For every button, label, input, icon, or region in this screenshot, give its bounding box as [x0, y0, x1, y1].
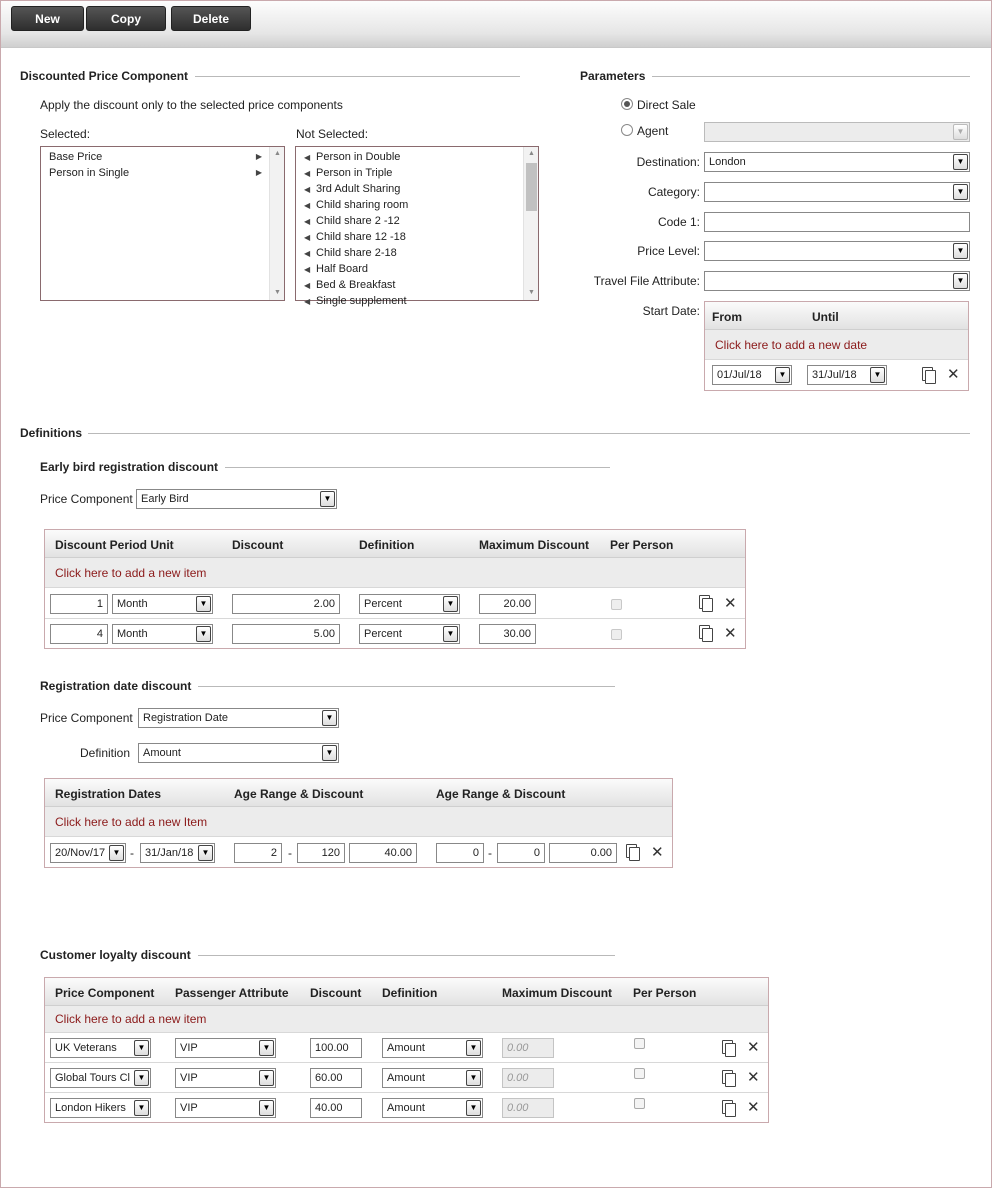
- header-per-person: Per Person: [633, 986, 697, 1000]
- header-definition: Definition: [382, 986, 438, 1000]
- move-left-icon[interactable]: ◀: [304, 201, 311, 210]
- definition-select[interactable]: [382, 1098, 483, 1118]
- list-item-label: Half Board: [316, 263, 368, 275]
- list-item-label: Child share 2-18: [316, 247, 397, 259]
- chevron-down-icon[interactable]: ▼: [953, 184, 968, 200]
- chevron-down-icon[interactable]: ▼: [870, 367, 885, 383]
- table-row: [45, 838, 672, 868]
- chevron-down-icon[interactable]: ▼: [322, 710, 337, 726]
- add-item-link[interactable]: Click here to add a new Item: [45, 807, 672, 837]
- move-left-icon[interactable]: ◀: [304, 169, 311, 178]
- move-right-icon[interactable]: ▶: [255, 168, 262, 177]
- scroll-down-icon[interactable]: ▼: [274, 289, 281, 296]
- chevron-down-icon[interactable]: ▼: [466, 1040, 481, 1056]
- grid-header: [45, 978, 768, 1006]
- new-button[interactable]: New: [11, 6, 84, 31]
- early-bird-price-component-value: Early Bird: [141, 493, 189, 505]
- early-bird-price-component-label: Price Component: [40, 492, 133, 506]
- discount-input[interactable]: 40.00: [310, 1098, 362, 1118]
- start-date-label: Start Date:: [642, 304, 700, 318]
- definition-select[interactable]: [359, 594, 460, 614]
- copy-icon[interactable]: [722, 1100, 735, 1116]
- price-level-select[interactable]: [704, 241, 970, 261]
- list-item[interactable]: [296, 165, 538, 181]
- list-item-label: 3rd Adult Sharing: [316, 183, 401, 195]
- definition-value: Amount: [387, 1042, 425, 1054]
- from-date-select[interactable]: [712, 365, 792, 385]
- move-left-icon[interactable]: ◀: [304, 281, 311, 290]
- code1-label: Code 1:: [657, 215, 700, 229]
- parameters-title: Parameters: [580, 69, 646, 83]
- travel-file-select[interactable]: [704, 271, 970, 291]
- list-item[interactable]: [296, 229, 538, 245]
- table-row: [45, 1093, 768, 1123]
- list-item[interactable]: [296, 261, 538, 277]
- destination-select-value: London: [709, 156, 746, 168]
- close-icon[interactable]: ✕: [947, 366, 960, 383]
- direct-sale-label: Direct Sale: [637, 98, 696, 112]
- divider: [88, 433, 970, 434]
- list-item-label: Child share 12 -18: [316, 231, 406, 243]
- passenger-attribute-value: VIP: [180, 1042, 198, 1054]
- copy-icon[interactable]: [722, 1070, 735, 1086]
- header-maximum-discount: Maximum Discount: [479, 538, 590, 552]
- discount-input[interactable]: 100.00: [310, 1038, 362, 1058]
- definition-select[interactable]: [382, 1038, 483, 1058]
- age2-to-input[interactable]: 0: [497, 843, 545, 863]
- move-left-icon[interactable]: ◀: [304, 217, 311, 226]
- close-icon[interactable]: ✕: [747, 1099, 760, 1116]
- copy-button[interactable]: Copy: [86, 6, 166, 31]
- copy-icon[interactable]: [699, 595, 712, 611]
- from-date-value: 01/Jul/18: [717, 369, 762, 381]
- chevron-down-icon[interactable]: ▼: [134, 1070, 149, 1086]
- discount-input[interactable]: 60.00: [310, 1068, 362, 1088]
- price-component-value: London Hikers: [55, 1102, 126, 1114]
- header-maximum-discount: Maximum Discount: [502, 986, 613, 1000]
- header-passenger-attribute: Passenger Attribute: [175, 986, 289, 1000]
- registration-definition-value: Amount: [143, 747, 181, 759]
- chevron-down-icon[interactable]: ▼: [953, 124, 968, 140]
- move-left-icon[interactable]: ◀: [304, 185, 311, 194]
- start-date-grid: [704, 301, 969, 391]
- until-date-select[interactable]: [807, 365, 887, 385]
- until-date-value: 31/Jul/18: [812, 369, 857, 381]
- list-item-label: Child sharing room: [316, 199, 409, 211]
- chevron-down-icon[interactable]: ▼: [953, 273, 968, 289]
- passenger-attribute-value: VIP: [180, 1072, 198, 1084]
- per-person-checkbox[interactable]: [634, 1068, 645, 1079]
- header-discount: Discount: [232, 538, 284, 552]
- discount-input[interactable]: 2.00: [232, 594, 340, 614]
- close-icon[interactable]: ✕: [724, 625, 737, 642]
- chevron-down-icon[interactable]: ▼: [134, 1040, 149, 1056]
- destination-select[interactable]: [704, 152, 970, 172]
- passenger-attribute-select[interactable]: [175, 1098, 276, 1118]
- period-input[interactable]: 4: [50, 624, 108, 644]
- direct-sale-radio[interactable]: [621, 98, 633, 110]
- price-level-label: Price Level:: [637, 244, 700, 258]
- scroll-down-icon[interactable]: ▼: [528, 289, 535, 296]
- passenger-attribute-select[interactable]: [175, 1068, 276, 1088]
- list-item[interactable]: [296, 245, 538, 261]
- chevron-down-icon[interactable]: ▼: [259, 1070, 274, 1086]
- definition-value: Amount: [387, 1102, 425, 1114]
- list-item[interactable]: [41, 149, 284, 165]
- list-item-label: Child share 2 -12: [316, 215, 400, 227]
- grid-header: [705, 302, 968, 330]
- move-left-icon[interactable]: ◀: [304, 153, 311, 162]
- date-to-value: 31/Jan/18: [145, 847, 194, 859]
- passenger-attribute-select[interactable]: [175, 1038, 276, 1058]
- add-item-link[interactable]: Click here to add a new item: [45, 1006, 768, 1033]
- grid-header: [45, 530, 745, 558]
- chevron-down-icon[interactable]: ▼: [443, 626, 458, 642]
- from-header: From: [712, 310, 742, 324]
- move-right-icon[interactable]: ▶: [255, 152, 262, 161]
- travel-file-label: Travel File Attribute:: [593, 274, 700, 288]
- per-person-checkbox[interactable]: [611, 599, 622, 610]
- selected-label: Selected:: [40, 127, 91, 141]
- unit-value: Month: [117, 598, 148, 610]
- table-row: [45, 619, 745, 649]
- selected-list-scrollbar[interactable]: [269, 147, 284, 300]
- definition-select[interactable]: [382, 1068, 483, 1088]
- max-discount-input[interactable]: 0.00: [502, 1038, 554, 1058]
- chevron-down-icon[interactable]: ▼: [322, 745, 337, 761]
- registration-definition-label: Definition: [80, 746, 131, 760]
- header-age-range-2: Age Range & Discount: [436, 787, 566, 801]
- code1-input[interactable]: [704, 212, 970, 232]
- chevron-down-icon[interactable]: ▼: [196, 596, 211, 612]
- definition-value: Percent: [364, 598, 402, 610]
- copy-icon[interactable]: [626, 844, 639, 860]
- date-from-value: 20/Nov/17: [55, 847, 106, 859]
- header-discount: Discount: [310, 986, 362, 1000]
- early-bird-grid: [44, 529, 746, 649]
- scroll-up-icon[interactable]: ▲: [528, 150, 535, 157]
- list-item-label: Person in Double: [316, 151, 401, 163]
- definitions-title: Definitions: [20, 426, 82, 440]
- chevron-down-icon[interactable]: ▼: [196, 626, 211, 642]
- date-to-select[interactable]: [140, 843, 215, 863]
- grid-header: [45, 779, 672, 807]
- list-item-label: Person in Single: [49, 167, 130, 179]
- divider: [198, 955, 615, 956]
- selected-list[interactable]: [40, 146, 285, 301]
- category-select[interactable]: [704, 182, 970, 202]
- list-item[interactable]: [296, 197, 538, 213]
- per-person-checkbox[interactable]: [634, 1038, 645, 1049]
- chevron-down-icon[interactable]: ▼: [953, 243, 968, 259]
- list-item[interactable]: [296, 181, 538, 197]
- max-discount-input[interactable]: 20.00: [479, 594, 536, 614]
- agent-radio[interactable]: [621, 124, 633, 136]
- scroll-thumb[interactable]: [526, 163, 537, 211]
- move-left-icon[interactable]: ◀: [304, 249, 311, 258]
- move-left-icon[interactable]: ◀: [304, 265, 311, 274]
- list-item[interactable]: [296, 149, 538, 165]
- not-selected-label: Not Selected:: [296, 127, 369, 141]
- list-item[interactable]: [296, 213, 538, 229]
- chevron-down-icon[interactable]: ▼: [466, 1070, 481, 1086]
- chevron-down-icon[interactable]: ▼: [466, 1100, 481, 1116]
- registration-title: Registration date discount: [40, 679, 192, 693]
- max-discount-input[interactable]: 30.00: [479, 624, 536, 644]
- age1-from-input[interactable]: 2: [234, 843, 282, 863]
- chevron-down-icon[interactable]: ▼: [259, 1040, 274, 1056]
- agent-label: Agent: [637, 124, 669, 138]
- early-bird-price-component-select[interactable]: [136, 489, 337, 509]
- chevron-down-icon[interactable]: ▼: [953, 154, 968, 170]
- registration-price-component-label: Price Component: [40, 711, 133, 725]
- agent-select[interactable]: [704, 122, 970, 142]
- close-icon[interactable]: ✕: [747, 1069, 760, 1086]
- header-registration-dates: Registration Dates: [55, 787, 162, 801]
- range-dash: -: [488, 846, 492, 860]
- definition-value: Percent: [364, 628, 402, 640]
- max-discount-input[interactable]: 0.00: [502, 1068, 554, 1088]
- range-dash: -: [288, 846, 292, 860]
- loyalty-grid: [44, 977, 769, 1123]
- header-per-person: Per Person: [610, 538, 674, 552]
- price-component-value: Global Tours Cl: [55, 1072, 130, 1084]
- chevron-down-icon[interactable]: ▼: [259, 1100, 274, 1116]
- header-age-range-1: Age Range & Discount: [234, 787, 364, 801]
- copy-icon[interactable]: [699, 625, 712, 641]
- registration-grid: [44, 778, 673, 868]
- list-item-label: Single supplement: [316, 295, 407, 307]
- discount2-input[interactable]: 0.00: [549, 843, 617, 863]
- header-definition: Definition: [359, 538, 415, 552]
- not-selected-list[interactable]: [295, 146, 539, 307]
- per-person-checkbox[interactable]: [634, 1098, 645, 1109]
- age1-to-input[interactable]: 120: [297, 843, 345, 863]
- list-item-label: Person in Triple: [316, 167, 393, 179]
- until-header: Until: [812, 310, 839, 324]
- chevron-down-icon[interactable]: ▼: [109, 845, 124, 861]
- list-item[interactable]: [296, 277, 538, 293]
- divider: [225, 467, 610, 468]
- add-date-link[interactable]: Click here to add a new date: [705, 330, 968, 360]
- not-selected-list-scrollbar[interactable]: [523, 147, 538, 300]
- close-icon[interactable]: ✕: [747, 1039, 760, 1056]
- list-item-label: Base Price: [49, 151, 103, 163]
- destination-label: Destination:: [636, 155, 700, 169]
- category-label: Category:: [647, 185, 700, 199]
- date-from-select[interactable]: [50, 843, 126, 863]
- passenger-attribute-value: VIP: [180, 1102, 198, 1114]
- divider: [198, 686, 615, 687]
- instruction-text: Apply the discount only to the selected price components: [40, 98, 343, 112]
- move-left-icon[interactable]: ◀: [304, 233, 311, 242]
- price-component-value: UK Veterans: [55, 1042, 117, 1054]
- list-item-label: Bed & Breakfast: [316, 279, 396, 291]
- table-row: [45, 1033, 768, 1063]
- copy-icon[interactable]: [722, 1040, 735, 1056]
- chevron-down-icon[interactable]: ▼: [134, 1100, 149, 1116]
- price-component-select[interactable]: [50, 1038, 151, 1058]
- list-item[interactable]: [41, 165, 284, 181]
- table-row: [45, 1063, 768, 1093]
- registration-price-component-select[interactable]: [138, 708, 339, 728]
- discounted-title: Discounted Price Component: [20, 69, 189, 83]
- discount-input[interactable]: 5.00: [232, 624, 340, 644]
- period-input[interactable]: 1: [50, 594, 108, 614]
- chevron-down-icon[interactable]: ▼: [320, 491, 335, 507]
- add-item-link[interactable]: Click here to add a new item: [45, 558, 745, 588]
- date-row: [705, 360, 968, 390]
- definition-select[interactable]: [359, 624, 460, 644]
- discount1-input[interactable]: 40.00: [349, 843, 417, 863]
- list-item[interactable]: [296, 293, 538, 309]
- loyalty-title: Customer loyalty discount: [40, 948, 191, 962]
- registration-definition-select[interactable]: [138, 743, 339, 763]
- unit-select[interactable]: [112, 624, 213, 644]
- range-dash: -: [130, 846, 134, 860]
- age2-from-input[interactable]: 0: [436, 843, 484, 863]
- chevron-down-icon[interactable]: ▼: [443, 596, 458, 612]
- price-component-select[interactable]: [50, 1098, 151, 1118]
- early-bird-title: Early bird registration discount: [40, 460, 219, 474]
- registration-price-component-value: Registration Date: [143, 712, 228, 724]
- close-icon[interactable]: ✕: [651, 844, 664, 861]
- unit-value: Month: [117, 628, 148, 640]
- per-person-checkbox[interactable]: [611, 629, 622, 640]
- price-component-select[interactable]: [50, 1068, 151, 1088]
- copy-icon[interactable]: [922, 367, 935, 383]
- max-discount-input[interactable]: 0.00: [502, 1098, 554, 1118]
- delete-button[interactable]: Delete: [171, 6, 251, 31]
- toolbar: [1, 1, 991, 48]
- header-discount-period-unit: Discount Period Unit: [55, 538, 174, 552]
- move-left-icon[interactable]: ◀: [304, 297, 311, 306]
- header-price-component: Price Component: [55, 986, 155, 1000]
- definition-value: Amount: [387, 1072, 425, 1084]
- divider: [652, 76, 970, 77]
- unit-select[interactable]: [112, 594, 213, 614]
- chevron-down-icon[interactable]: ▼: [775, 367, 790, 383]
- close-icon[interactable]: ✕: [724, 595, 737, 612]
- divider: [195, 76, 520, 77]
- table-row: [45, 589, 745, 619]
- scroll-up-icon[interactable]: ▲: [274, 150, 281, 157]
- chevron-down-icon[interactable]: ▼: [198, 845, 213, 861]
